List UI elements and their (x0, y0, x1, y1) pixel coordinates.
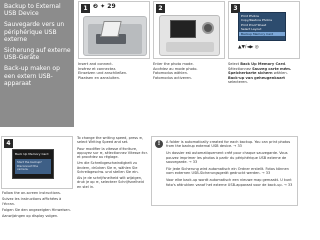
step-4-panel (1, 136, 73, 189)
screen-title: Back Up Memory Card (15, 152, 49, 156)
step-1-illustration (78, 1, 150, 59)
step-3-panel (228, 1, 300, 85)
step-2-caption: Enter the photo mode. Accédez au mode photo. Fotomodus wählen. Fotomodus activeren. (153, 62, 198, 80)
info-icon: ! (155, 140, 163, 148)
step-number: 4 (4, 139, 13, 148)
step-number: 3 (231, 4, 240, 13)
step-number: 1 (81, 4, 90, 13)
button-row (166, 42, 214, 52)
step-3-illustration (228, 1, 300, 59)
header-title-de: Sicherung auf externe USB-Geräte (4, 47, 71, 62)
lcd-menu (238, 12, 286, 41)
menu-item-selected[interactable]: Backup Memory Card (239, 32, 285, 36)
page-reference: ❷ ✦ 29 (93, 3, 116, 10)
menu-item[interactable]: Select Layout (241, 27, 262, 32)
lcd-screen (12, 149, 54, 179)
header-title-fr: Sauvegarde vers un périphérique USB externe (4, 21, 65, 43)
menu-item[interactable]: Print Proof Sheet (241, 22, 267, 27)
menu-item[interactable]: Print Photos (241, 14, 259, 18)
screen-message: Start the backup? Disconnect the camera. (15, 159, 51, 174)
note-text: A folder is automatically created for each backup. You can print photos from the backup external USB device. → 33 Un dossier est automatiquement créé pour chaque sauvegarde. Vous pouvez imprimer les photos à partir du périphérique USB externe de sauvegarde. → 33 Für jede Sicherung wird automatisch ein Ordner erstellt. Fotos können vom externen USB-Sicherungsgerät gedruckt werden. → 33 Voor elke back-up wordt automatisch een nieuwe map gemaakt. U kunt foto's afdrukken vanaf het externe USB-apparaat voor de back-up. → 33 (166, 140, 293, 187)
menu-item[interactable]: Copy/Restore Photos (241, 18, 273, 23)
control-panel-illustration (159, 15, 220, 56)
section-header (0, 0, 74, 127)
memory-card-icon (100, 21, 121, 37)
step-2-panel (153, 1, 225, 80)
header-title-nl: Back-up maken op een extern USB-apparaat (4, 65, 60, 87)
header-title-en: Backup to External USB Device (4, 3, 61, 18)
navigation-keys: ▲▼/◄▶ ◎ (238, 45, 259, 50)
step-3-caption: Select Back Up Memory Card. Sélectionnez Sauveg carte mém. Speicherkarte sichern wählen. Back-up van geheugenkaart selecteren. (228, 62, 292, 85)
photo-mode-button-icon (202, 22, 214, 34)
lcd-screen (170, 20, 196, 38)
note-box (151, 136, 298, 206)
step-1-caption: Insert and connect. Insérez et connectez. Einsetzen und anschließen. Plaatsen en aansluiten. (78, 62, 128, 80)
step-4-caption: Follow the on-screen instructions. Suivez les instructions affichées à l'écran. Folgen Sie den angezeigten Hinweisen. Aanwijzingen op display volgen. (2, 191, 71, 219)
step-2-illustration (153, 1, 225, 59)
step-number: 2 (156, 4, 165, 13)
printer-illustration (83, 16, 147, 56)
step-1-panel (78, 1, 150, 80)
writing-speed-info: To change the writing speed, press ≡, select Writing Speed and set. Pour modifier la vitesse d'écriture, appuyez sur ≡, sélectionnez Vitesse écr. et procédez au réglage. Um die Schreibgeschwindigkeit zu ändern, drücken Sie ≡, wählen Sie Schreibgeschw. und stellen Sie ein. Als je de schrijfsnelheid wilt wijzigen, druk je op ≡, selecteer Schrijfsnelheid en stel in. (77, 136, 148, 189)
